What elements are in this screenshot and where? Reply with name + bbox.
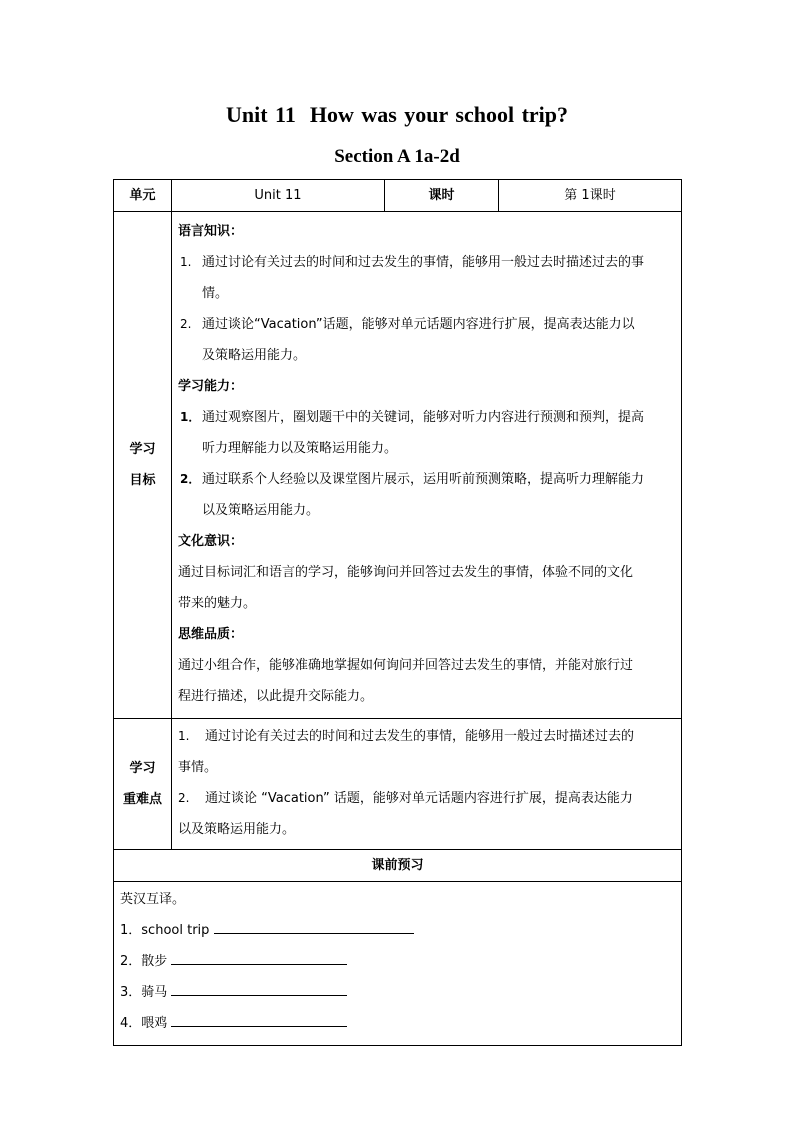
objectives-row: [114, 212, 682, 719]
list-item: [120, 1008, 677, 1039]
list-item: [120, 915, 677, 946]
item-text: 通过讨论有关过去的时间和过去发生的事情，能够用一般过去时描述过去的: [205, 729, 635, 744]
key-points-label-line2: 重难点: [122, 792, 162, 807]
item-text: 通过讨论有关过去的时间和过去发生的事情，能够用一般过去时描述过去的事: [202, 255, 645, 270]
item-text: 散步: [141, 954, 168, 969]
list-item: [120, 946, 677, 977]
item-number: 1.: [178, 729, 190, 743]
item-number: 1．: [180, 410, 201, 424]
item-number: 2.: [180, 317, 192, 331]
key-points-label: [114, 719, 172, 850]
item-number: 2．: [120, 954, 142, 969]
key-points-row: [114, 719, 682, 850]
title-unit: Unit 11: [225, 102, 296, 127]
preview-instruction: 英汉互译。: [120, 892, 186, 907]
objectives-label: [114, 212, 172, 719]
objectives-content: [172, 212, 682, 719]
thinking-quality-line2: 程进行描述，以此提升交际能力。: [178, 689, 374, 704]
item-text-cont: 以及策略运用能力。: [202, 503, 320, 518]
list-item: [178, 247, 675, 309]
unit-value: Unit 11: [172, 180, 385, 212]
cultural-awareness-line2: 带来的魅力。: [178, 596, 257, 611]
item-text: 喂鸡: [141, 1016, 168, 1031]
unit-label: 单元: [114, 180, 172, 212]
item-text-cont: 听力理解能力以及策略运用能力。: [202, 441, 398, 456]
preview-heading-row: [114, 850, 682, 882]
list-item: [178, 721, 675, 752]
item-text: 通过联系个人经验以及课堂图片展示，运用听前预测策略，提高听力理解能力: [202, 472, 645, 487]
item-number: 1.: [180, 255, 192, 269]
item-text: 通过谈论 “Vacation” 话题，能够对单元话题内容进行扩展，提高表达能力: [205, 791, 633, 806]
item-number: 4．: [120, 1016, 142, 1031]
answer-blank[interactable]: [171, 946, 347, 965]
period-value: 第 1课时: [499, 180, 682, 212]
item-text: 骑马: [141, 985, 168, 1000]
item-number: 3．: [120, 985, 142, 1000]
preview-heading: 课前预习: [114, 850, 682, 882]
item-text-cont: 及策略运用能力。: [202, 348, 307, 363]
item-number: 2．: [180, 472, 201, 486]
learning-ability-heading: 学习能力：: [178, 379, 244, 394]
list-item: [120, 977, 677, 1008]
title-question: How was your school trip?: [309, 102, 569, 127]
key-points-content: [172, 719, 682, 850]
preview-content: [114, 882, 682, 1046]
preview-row: [114, 882, 682, 1046]
answer-blank[interactable]: [214, 915, 414, 934]
list-item: [178, 402, 675, 464]
key-points-label-line1: 学习: [129, 761, 156, 776]
cultural-awareness-heading: 文化意识：: [178, 534, 244, 549]
page-title: [0, 102, 794, 128]
item-text-cont: 事情。: [178, 760, 218, 775]
item-text-cont: 情。: [202, 286, 229, 301]
item-text: school trip: [141, 923, 210, 938]
thinking-quality-heading: 思维品质：: [178, 627, 244, 642]
header-row: [114, 180, 682, 212]
objectives-label-line2: 目标: [129, 473, 156, 488]
cultural-awareness-line1: 通过目标词汇和语言的学习，能够询问并回答过去发生的事情，体验不同的文化: [178, 565, 634, 580]
section-subtitle: Section A 1a-2d: [334, 146, 460, 167]
language-knowledge-heading: 语言知识：: [178, 224, 244, 239]
thinking-quality-line1: 通过小组合作，能够准确地掌握如何询问并回答过去发生的事情，并能对旅行过: [178, 658, 634, 673]
list-item: [178, 464, 675, 526]
answer-blank[interactable]: [171, 1008, 347, 1027]
answer-blank[interactable]: [171, 977, 347, 996]
item-text: 通过谈论“Vacation”话题，能够对单元话题内容进行扩展，提高表达能力以: [202, 317, 635, 332]
list-item: [178, 309, 675, 371]
list-item: [178, 783, 675, 814]
item-number: 1．: [120, 923, 142, 938]
item-text: 通过观察图片，圈划题干中的关键词，能够对听力内容进行预测和预判，提高: [202, 410, 645, 425]
item-number: 2.: [178, 791, 190, 805]
objectives-label-line1: 学习: [129, 442, 156, 457]
period-label: 课时: [385, 180, 499, 212]
lesson-plan-table: [113, 179, 682, 1046]
item-text-cont: 以及策略运用能力。: [178, 822, 296, 837]
